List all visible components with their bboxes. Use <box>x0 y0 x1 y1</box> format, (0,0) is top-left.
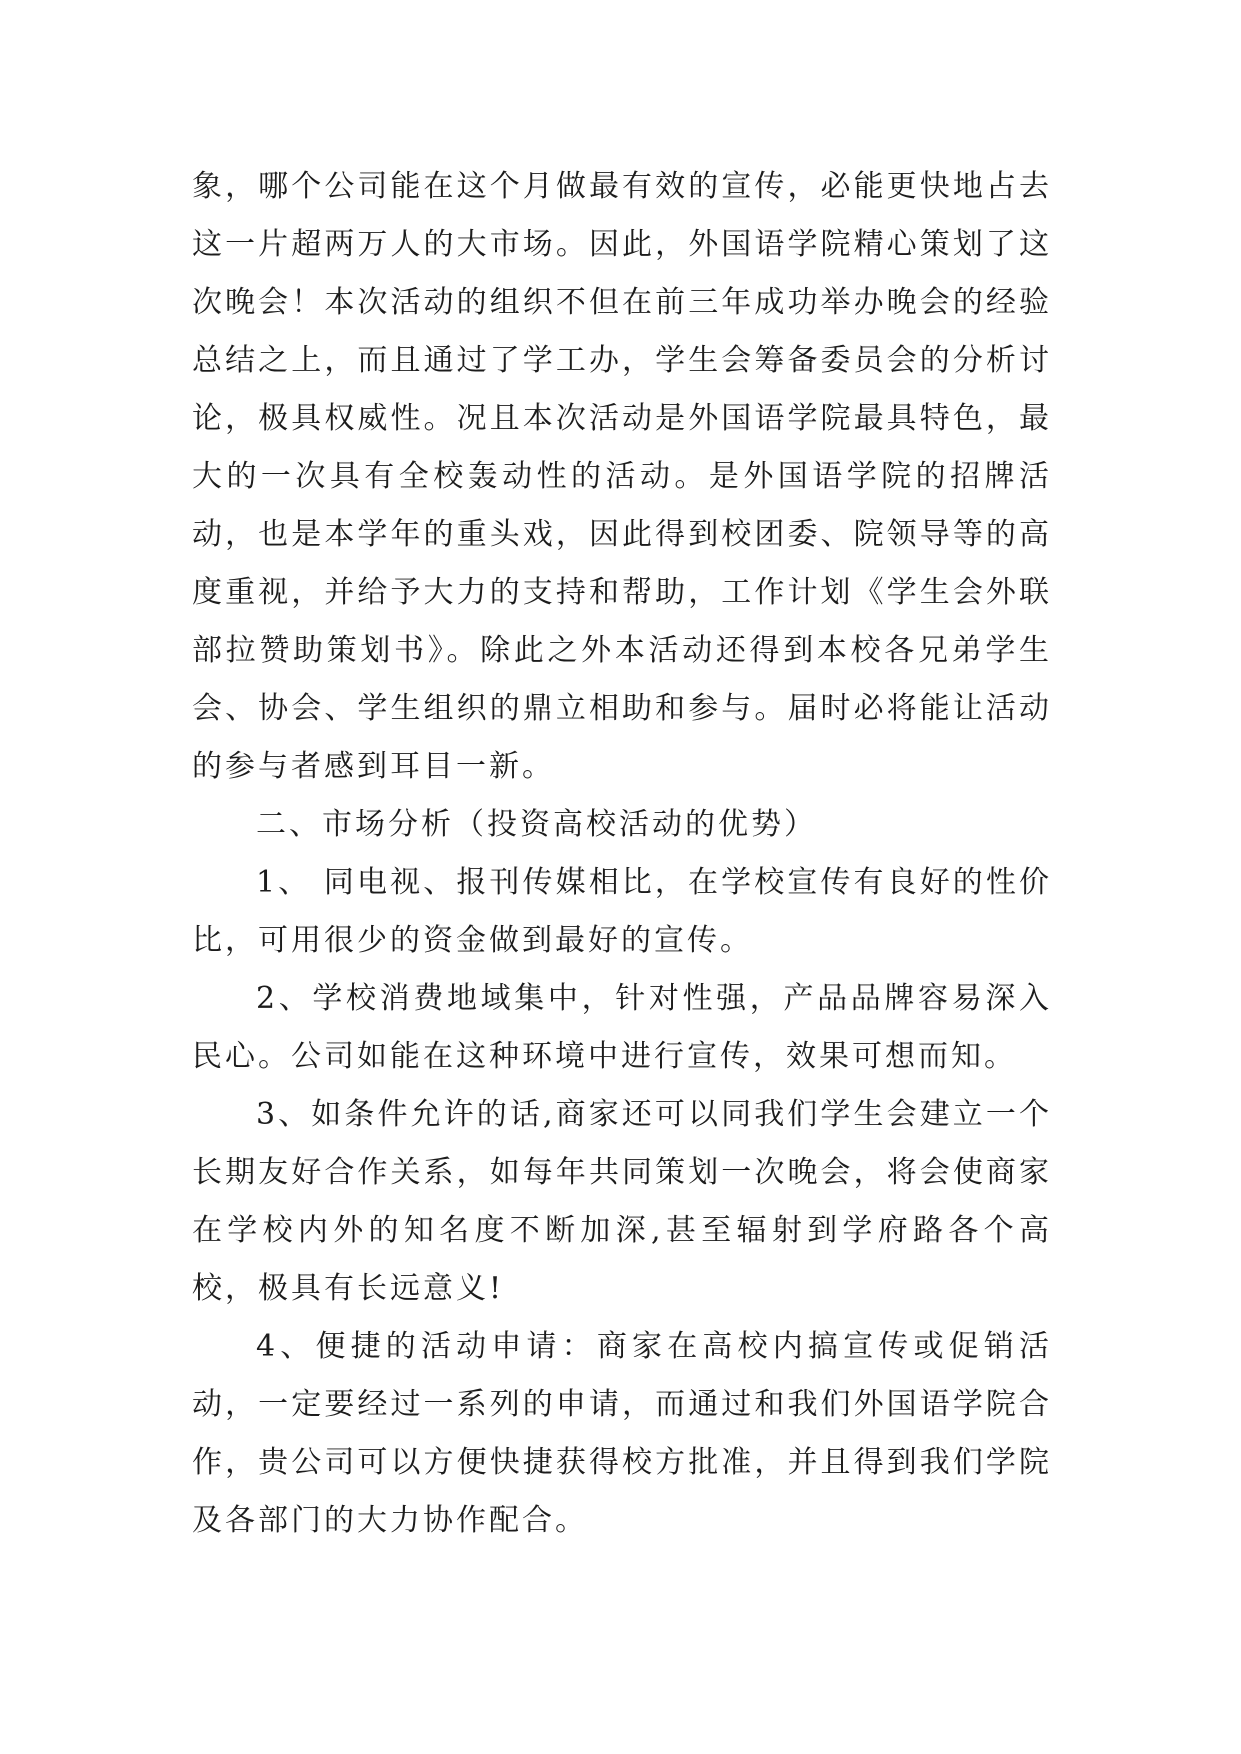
paragraph-continuation: 象，哪个公司能在这个月做最有效的宣传，必能更快地占去这一片超两万人的大市场。因此，外国语学院精心策划了这次晚会！本次活动的组织不但在前三年成功举办晚会的经验总结之上，而且通过了学工办，学生会筹备委员会的分析讨论，极具权威性。况且本次活动是外国语学院最具特色，最大的一次具有全校轰动性的活动。是外国语学院的招牌活动，也是本学年的重头戏，因此得到校团委、院领导等的高度重视，并给予大力的支持和帮助，工作计划《学生会外联部拉赞助策划书》。除此之外本活动还得到本校各兄弟学生会、协会、学生组织的鼎立相助和参与。届时必将能让活动的参与者感到耳目一新。 <box>192 169 1052 784</box>
list-item-2: 2、学校消费地域集中，针对性强，产品品牌容易深入民心。公司如能在这种环境中进行宣传，效果可想而知。 <box>192 981 1052 1074</box>
document-body <box>192 158 1052 1550</box>
list-item-4: 4、便捷的活动申请：商家在高校内搞宣传或促销活动，一定要经过一系列的申请，而通过和我们外国语学院合作，贵公司可以方便快捷获得校方批准，并且得到我们学院及各部门的大力协作配合。 <box>192 1329 1052 1538</box>
list-item-3: 3、如条件允许的话,商家还可以同我们学生会建立一个长期友好合作关系，如每年共同策划一次晚会，将会使商家在学校内外的知名度不断加深,甚至辐射到学府路各个高校，极具有长远意义! <box>192 1097 1052 1306</box>
section-heading-market-analysis: 二、市场分析（投资高校活动的优势） <box>256 807 817 842</box>
list-item-1: 1、 同电视、报刊传媒相比，在学校宣传有良好的性价比，可用很少的资金做到最好的宣传。 <box>192 865 1052 958</box>
